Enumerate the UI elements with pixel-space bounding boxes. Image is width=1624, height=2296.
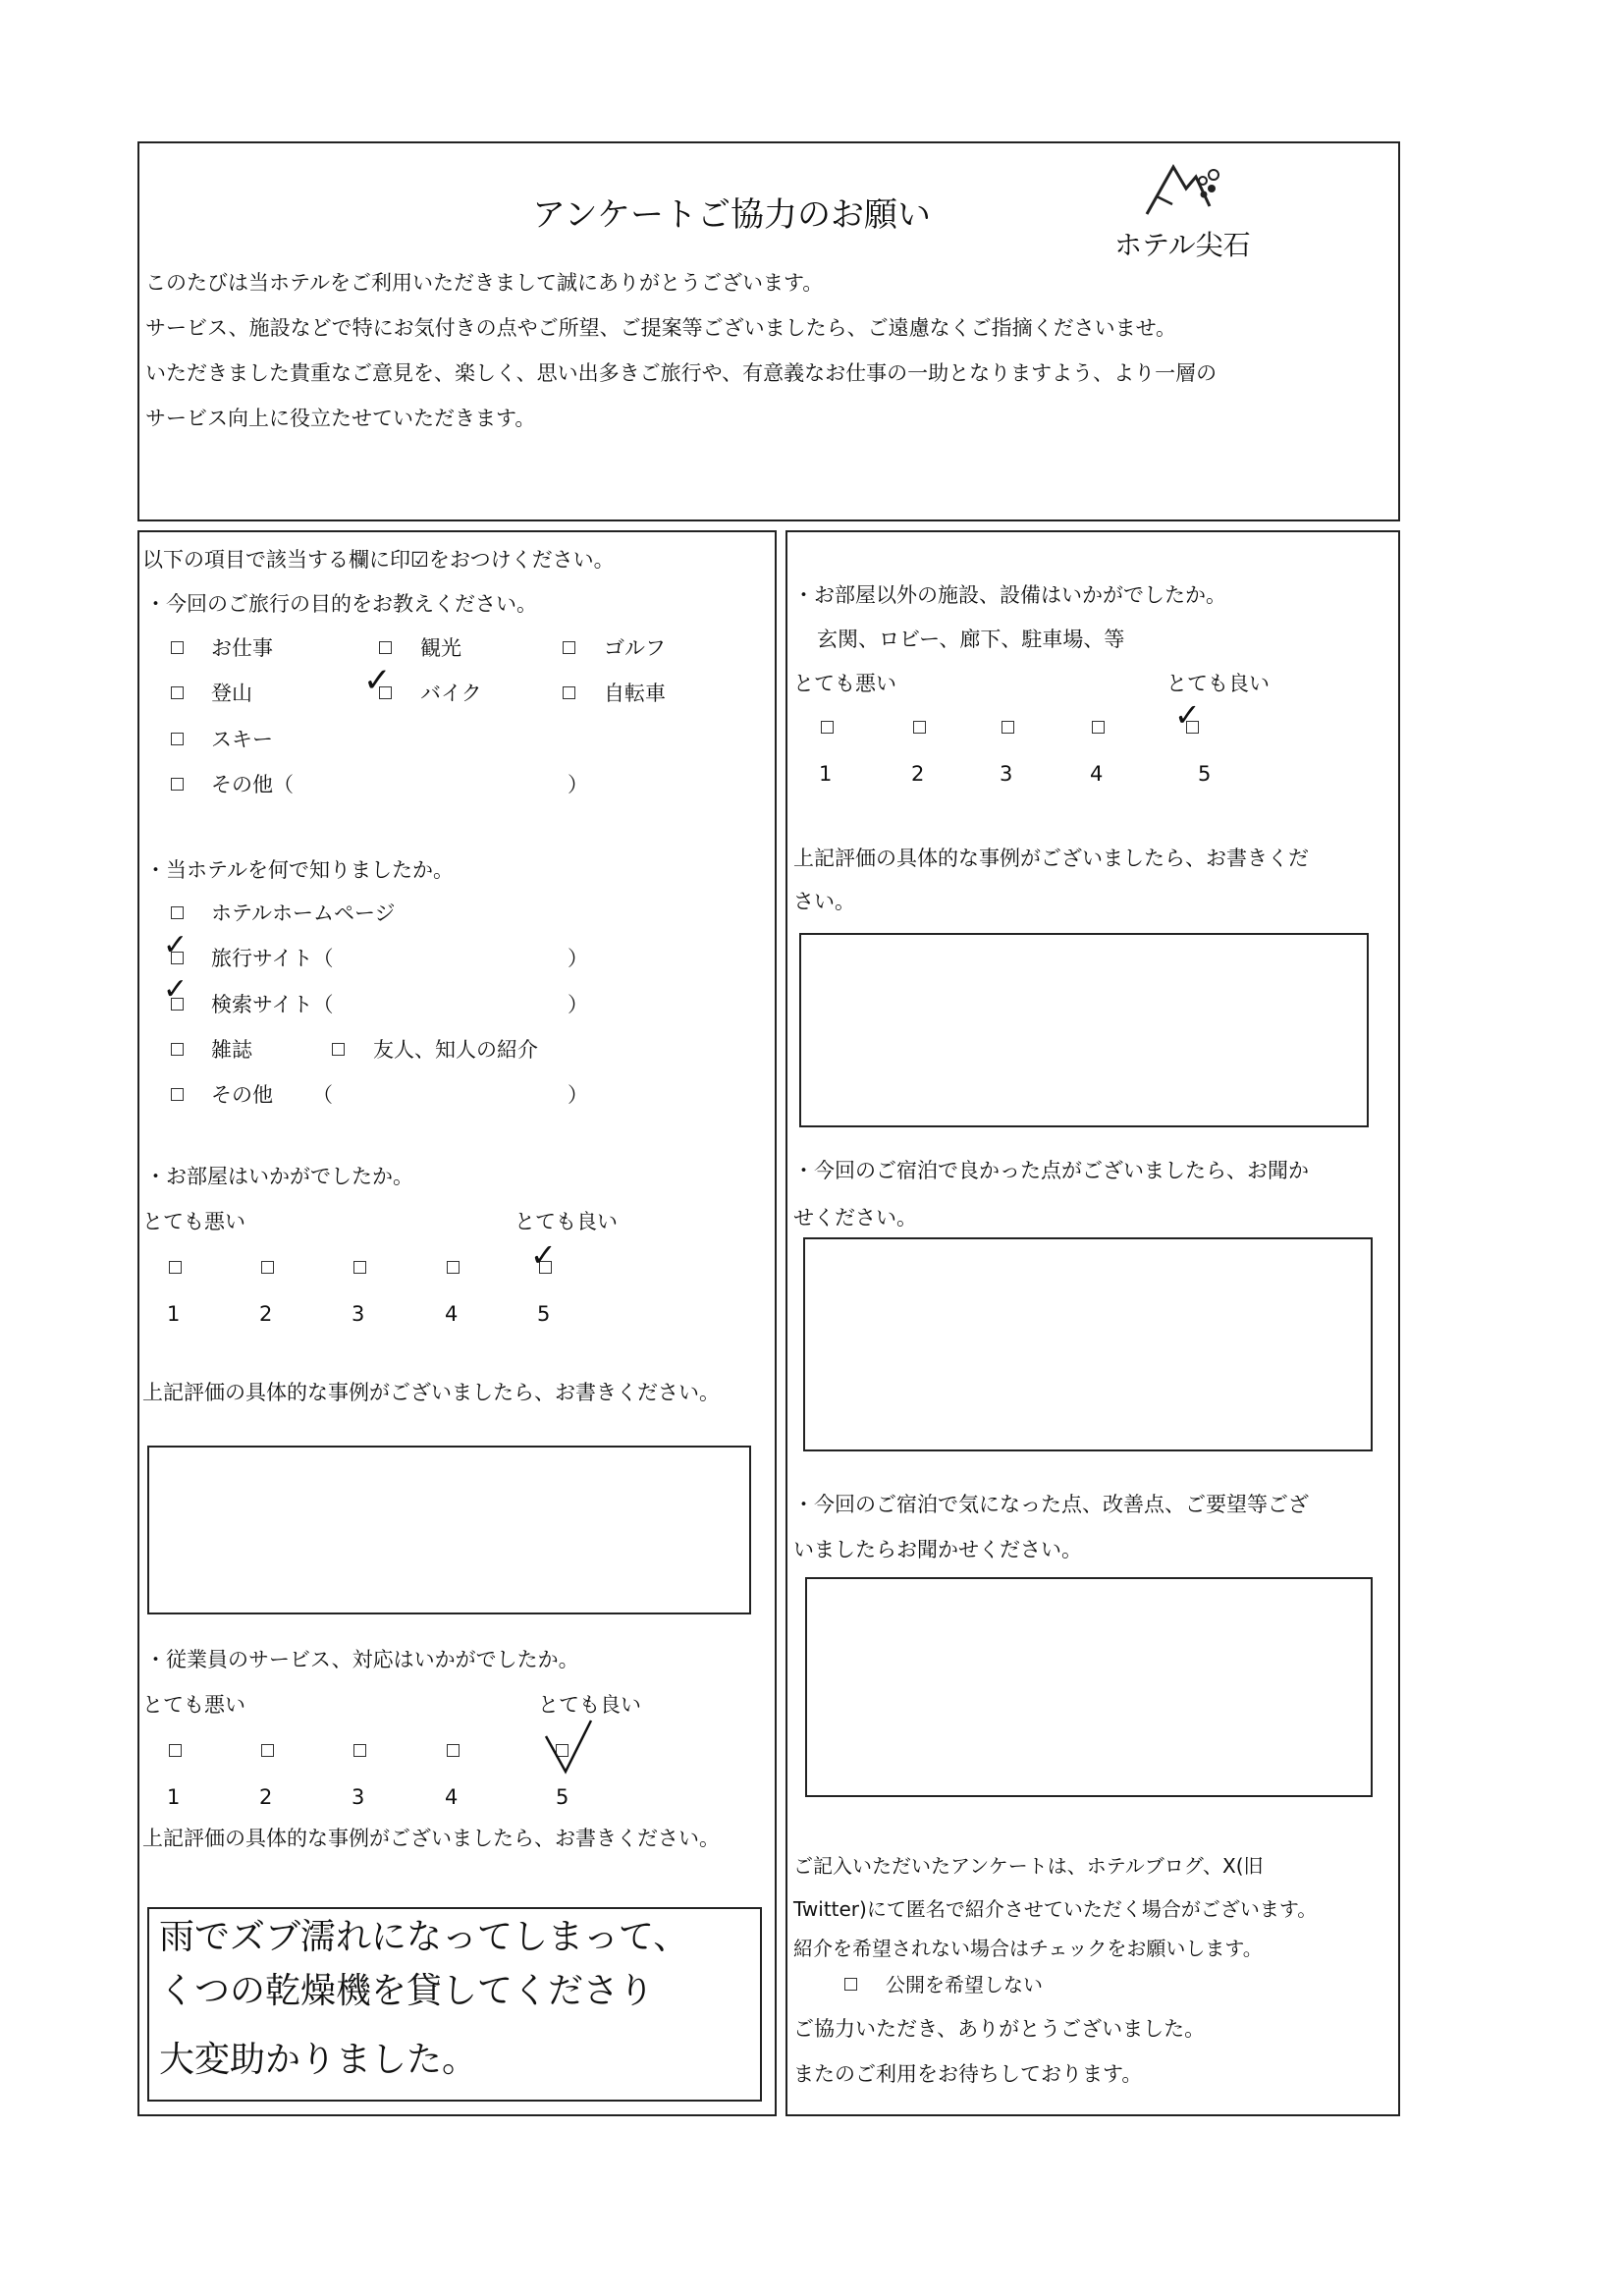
source-question: ・当ホテルを何で知りましたか。: [145, 858, 454, 882]
checkbox-climbing[interactable]: [171, 686, 184, 699]
checkmark-icon: ✓: [163, 972, 189, 1007]
room-scale-2: 2: [259, 1302, 273, 1326]
staff-low-label: とても悪い: [142, 1693, 245, 1717]
facility-rating-4-checkbox[interactable]: [1092, 721, 1105, 734]
room-detail-label: 上記評価の具体的な事例がございましたら、お書きください。: [142, 1381, 720, 1404]
checkbox-ski[interactable]: [171, 733, 184, 745]
facility-question: ・お部屋以外の施設、設備はいかがでしたか。: [793, 583, 1226, 607]
staff-rating-1-checkbox[interactable]: [169, 1744, 182, 1757]
intro-line-1: このたびは当ホテルをご利用いただきまして誠にありがとうございます。: [145, 271, 824, 295]
room-scale-4: 4: [445, 1302, 459, 1326]
good-points-question-2: せください。: [793, 1206, 917, 1230]
source-other-close: ）: [568, 1083, 588, 1107]
option-motorcycle: バイク: [420, 682, 482, 705]
checkbox-business[interactable]: [171, 641, 184, 654]
room-detail-textarea[interactable]: [147, 1446, 751, 1614]
checkbox-hotel-homepage[interactable]: [171, 906, 184, 919]
option-purpose-other: その他（: [211, 773, 294, 796]
handwritten-line-3: 大変助かりました。: [159, 2040, 478, 2080]
facility-examples: 玄関、ロビー、廊下、駐車場、等: [817, 628, 1125, 651]
improve-question-1: ・今回のご宿泊で気になった点、改善点、ご要望等ござ: [793, 1493, 1309, 1516]
staff-rating-4-checkbox[interactable]: [447, 1744, 460, 1757]
purpose-question: ・今回のご旅行の目的をお教えください。: [145, 592, 537, 616]
checkbox-source-other[interactable]: [171, 1088, 184, 1101]
staff-detail-label: 上記評価の具体的な事例がございましたら、お書きください。: [142, 1827, 720, 1850]
option-ski: スキー: [211, 728, 273, 751]
room-rating-4-checkbox[interactable]: [447, 1261, 460, 1274]
handwritten-line-1: 雨でズブ濡れになってしまって、: [159, 1917, 689, 1957]
closing-text: またのご利用をお待ちしております。: [793, 2062, 1143, 2086]
room-question: ・お部屋はいかがでしたか。: [145, 1165, 413, 1188]
checkmark-icon: ✓: [163, 928, 189, 962]
checkmark-icon: ✓: [363, 661, 392, 700]
staff-scale-4: 4: [445, 1785, 459, 1809]
checkmark-icon: ✓: [1174, 696, 1201, 734]
thanks-text: ご協力いただき、ありがとうございました。: [793, 2017, 1206, 2041]
checkbox-golf[interactable]: [563, 641, 575, 654]
option-golf: ゴルフ: [604, 636, 666, 660]
facility-scale-4: 4: [1090, 762, 1104, 786]
facility-rating-3-checkbox[interactable]: [1001, 721, 1014, 734]
facility-scale-1: 1: [819, 762, 833, 786]
checkbox-bicycle[interactable]: [563, 686, 575, 699]
notice-line-3: 紹介を希望されない場合はチェックをお願いします。: [793, 1937, 1263, 1960]
facility-detail-label-2: さい。: [793, 890, 855, 913]
staff-scale-2: 2: [259, 1785, 273, 1809]
option-travel-site: 旅行サイト（: [211, 947, 334, 970]
option-sightseeing: 観光: [420, 636, 461, 660]
facility-low-label: とても悪い: [793, 672, 896, 695]
facility-scale-5: 5: [1198, 762, 1212, 786]
option-business: お仕事: [211, 636, 273, 660]
facility-detail-label-1: 上記評価の具体的な事例がございましたら、お書きくだ: [793, 847, 1309, 870]
checkbox-purpose-other[interactable]: [171, 778, 184, 791]
room-low-label: とても悪い: [142, 1210, 245, 1233]
staff-scale-1: 1: [167, 1785, 181, 1809]
notice-line-1: ご記入いただいたアンケートは、ホテルブログ、X(旧: [793, 1854, 1264, 1878]
staff-high-label: とても良い: [538, 1693, 641, 1717]
page-title: アンケートご協力のお願い: [532, 195, 931, 235]
staff-scale-5: 5: [556, 1785, 569, 1809]
facility-rating-1-checkbox[interactable]: [821, 721, 834, 734]
intro-line-2: サービス、施設などで特にお気付きの点やご所望、ご提案等ございましたら、ご遠慮なくご指摘くださいませ。: [145, 316, 1176, 340]
source-other-open: （: [312, 1083, 333, 1107]
room-scale-5: 5: [537, 1302, 551, 1326]
option-hotel-homepage: ホテルホームページ: [211, 902, 396, 925]
facility-scale-2: 2: [911, 762, 925, 786]
no-publish-checkbox[interactable]: [844, 1978, 857, 1991]
option-climbing: 登山: [211, 682, 252, 705]
option-magazine: 雑誌: [211, 1038, 252, 1062]
hotel-name: ホテル尖石: [1114, 229, 1251, 261]
checkbox-magazine[interactable]: [171, 1043, 184, 1056]
improve-textarea[interactable]: [805, 1577, 1373, 1797]
option-bicycle: 自転車: [604, 682, 666, 705]
search-site-close: ）: [568, 993, 588, 1016]
purpose-other-close: ）: [568, 773, 588, 796]
checkmark-icon: [542, 1719, 597, 1777]
room-rating-2-checkbox[interactable]: [261, 1261, 274, 1274]
staff-rating-2-checkbox[interactable]: [261, 1744, 274, 1757]
intro-line-3: いただきました貴重なご意見を、楽しく、思い出多きご旅行や、有意義なお仕事の一助となりますよう、より一層の: [145, 361, 1218, 385]
facility-rating-2-checkbox[interactable]: [913, 721, 926, 734]
good-points-textarea[interactable]: [803, 1237, 1373, 1451]
option-source-other: その他: [211, 1083, 273, 1107]
improve-question-2: いましたらお聞かせください。: [793, 1538, 1082, 1561]
no-publish-label: 公開を希望しない: [886, 1973, 1043, 1996]
good-points-question-1: ・今回のご宿泊で良かった点がございましたら、お聞か: [793, 1159, 1309, 1182]
facility-scale-3: 3: [1000, 762, 1013, 786]
room-high-label: とても良い: [514, 1210, 618, 1233]
option-friend-referral: 友人、知人の紹介: [373, 1038, 538, 1062]
room-scale-1: 1: [167, 1302, 181, 1326]
option-search-site: 検索サイト（: [211, 993, 334, 1016]
checkmark-icon: ✓: [530, 1236, 557, 1274]
room-rating-3-checkbox[interactable]: [353, 1261, 366, 1274]
instruction-text: 以下の項目で該当する欄に印☑をおつけください。: [142, 548, 615, 572]
staff-question: ・従業員のサービス、対応はいかがでしたか。: [145, 1648, 579, 1671]
staff-rating-3-checkbox[interactable]: [353, 1744, 366, 1757]
facility-detail-textarea[interactable]: [799, 933, 1369, 1127]
travel-site-close: ）: [568, 947, 588, 970]
intro-line-4: サービス向上に役立たせていただきます。: [145, 407, 536, 430]
checkbox-sightseeing[interactable]: [379, 641, 392, 654]
handwritten-line-2: くつの乾燥機を貸してくださり: [159, 1971, 655, 2011]
staff-scale-3: 3: [352, 1785, 365, 1809]
mountain-logo-icon: [1139, 157, 1237, 226]
notice-line-2: Twitter)にて匿名で紹介させていただく場合がございます。: [793, 1897, 1318, 1921]
facility-high-label: とても良い: [1166, 672, 1270, 695]
room-scale-3: 3: [352, 1302, 365, 1326]
room-rating-1-checkbox[interactable]: [169, 1261, 182, 1274]
checkbox-friend-referral[interactable]: [332, 1043, 345, 1056]
